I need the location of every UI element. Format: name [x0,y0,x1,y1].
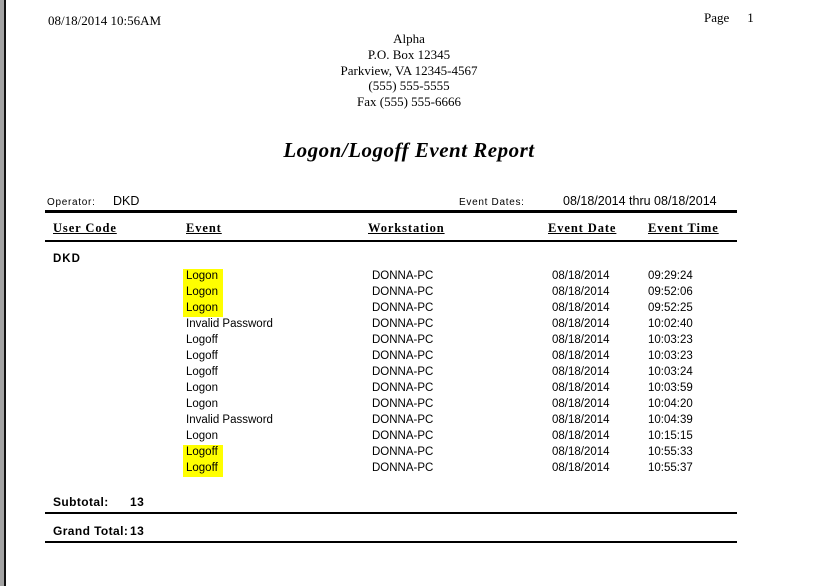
table-row [45,381,737,397]
subtotal-label: Subtotal: [53,495,109,509]
event-date-cell: 08/18/2014 [552,350,610,362]
table-row [45,445,737,461]
event-text-highlighted: Logoff [183,461,223,477]
table-row [45,285,737,301]
page-label: Page [704,10,730,25]
event-date-cell: 08/18/2014 [552,462,610,474]
event-cell [186,365,218,380]
table-row [45,317,737,333]
workstation-cell: DONNA-PC [372,414,434,426]
column-header-event-date: Event Date [548,221,617,235]
event-text: Logoff [186,366,218,378]
event-cell [186,381,218,396]
event-date-cell: 08/18/2014 [552,318,610,330]
page-indicator [704,10,754,26]
subtotal-value: 13 [130,495,145,509]
event-time-cell: 10:55:37 [648,462,693,474]
operator-label: Operator: [47,197,96,208]
table-row [45,365,737,381]
workstation-cell: DONNA-PC [372,286,434,298]
company-address-line2: Parkview, VA 12345-4567 [340,62,478,78]
column-header-event-time: Event Time [648,221,719,235]
company-header [0,31,818,110]
event-time-cell: 10:04:39 [648,414,693,426]
grand-total-value: 13 [130,524,145,538]
table-row [45,429,737,445]
event-cell [186,301,218,316]
event-date-cell: 08/18/2014 [552,414,610,426]
table-row [45,301,737,317]
event-date-cell: 08/18/2014 [552,430,610,442]
event-dates-label: Event Dates: [459,197,525,208]
workstation-cell: DONNA-PC [372,270,434,282]
event-time-cell: 10:03:24 [648,366,693,378]
workstation-cell: DONNA-PC [372,302,434,314]
event-cell [186,349,218,364]
event-date-cell: 08/18/2014 [552,398,610,410]
company-address-line1: P.O. Box 12345 [367,46,451,62]
event-time-cell: 10:03:59 [648,382,693,394]
workstation-cell: DONNA-PC [372,462,434,474]
event-date-cell: 08/18/2014 [552,382,610,394]
event-cell [186,397,218,412]
report-meta-row [0,194,818,210]
event-cell [186,269,218,284]
header-rule-thick [45,210,737,213]
event-text-highlighted: Logon [183,269,223,285]
event-date-cell: 08/18/2014 [552,270,610,282]
event-time-cell: 10:55:33 [648,446,693,458]
grand-total-rule [45,541,737,543]
event-date-cell: 08/18/2014 [552,334,610,346]
company-phone: (555) 555-5555 [368,78,450,94]
user-code-group-label: DKD [53,253,81,265]
event-time-cell: 09:29:24 [648,270,693,282]
event-text-highlighted: Logoff [183,445,223,461]
event-dates-value: 08/18/2014 thru 08/18/2014 [563,194,717,208]
company-fax: Fax (555) 555-6666 [357,94,461,110]
event-text: Invalid Password [186,414,273,426]
event-text-highlighted: Logon [183,301,223,317]
event-cell [186,445,218,460]
column-header-user-code: User Code [53,221,117,235]
table-row [45,269,737,285]
company-name: Alpha [393,31,425,46]
event-cell [186,333,218,348]
workstation-cell: DONNA-PC [372,318,434,330]
table-row [45,333,737,349]
event-text: Logon [186,398,218,410]
table-header-row [45,221,737,237]
workstation-cell: DONNA-PC [372,398,434,410]
operator-value: DKD [113,194,140,208]
event-cell [186,413,273,428]
event-cell [186,461,218,476]
event-text: Logoff [186,334,218,346]
event-text: Logon [186,382,218,394]
event-time-cell: 10:15:15 [648,430,693,442]
event-time-cell: 10:03:23 [648,350,693,362]
event-time-cell: 10:02:40 [648,318,693,330]
event-date-cell: 08/18/2014 [552,286,610,298]
column-header-workstation: Workstation [368,221,445,235]
event-text: Invalid Password [186,318,273,330]
event-cell [186,317,273,332]
event-cell [186,429,218,444]
workstation-cell: DONNA-PC [372,382,434,394]
event-date-cell: 08/18/2014 [552,366,610,378]
event-time-cell: 10:03:23 [648,334,693,346]
header-rule-thin [45,240,737,242]
event-time-cell: 09:52:06 [648,286,693,298]
event-time-cell: 09:52:25 [648,302,693,314]
table-row [45,413,737,429]
workstation-cell: DONNA-PC [372,334,434,346]
event-text-highlighted: Logon [183,285,223,301]
event-text: Logoff [186,350,218,362]
workstation-cell: DONNA-PC [372,430,434,442]
workstation-cell: DONNA-PC [372,350,434,362]
column-header-event: Event [186,221,222,235]
event-text: Logon [186,430,218,442]
event-table-body [45,269,737,477]
grand-total-label: Grand Total: [53,524,129,538]
page-number: 1 [747,10,754,25]
event-time-cell: 10:04:20 [648,398,693,410]
table-row [45,349,737,365]
event-date-cell: 08/18/2014 [552,302,610,314]
workstation-cell: DONNA-PC [372,446,434,458]
printed-datetime: 08/18/2014 10:56AM [48,13,162,28]
table-row [45,397,737,413]
event-cell [186,285,218,300]
workstation-cell: DONNA-PC [372,366,434,378]
event-date-cell: 08/18/2014 [552,446,610,458]
report-title: Logon/Logoff Event Report [283,138,535,162]
table-row [45,461,737,477]
subtotal-rule [45,512,737,514]
